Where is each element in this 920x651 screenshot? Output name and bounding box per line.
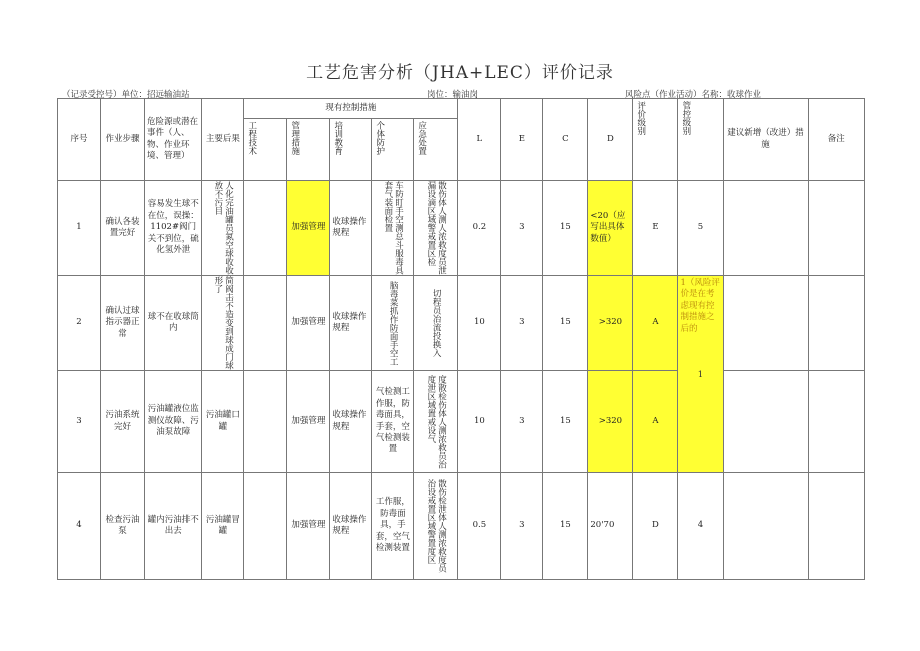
row-hazard: 球不在收球筒内	[145, 276, 202, 371]
row-D: <20（应写出具体数值）	[588, 181, 633, 276]
row-level-merged: 1（风险评价是在考虑现有控制措施之后的 1	[678, 276, 723, 473]
row-tech	[244, 473, 287, 580]
row-mgmt: 加强管理	[287, 371, 330, 473]
row-hazard: 污油罐液位监测仪故障、污油泵故障	[145, 371, 202, 473]
row-seq: 4	[58, 473, 101, 580]
row-emerg: 切程员冶流投换入	[414, 276, 458, 371]
header-E: E	[501, 99, 543, 181]
row-seq: 3	[58, 371, 101, 473]
header-seq: 序号	[58, 99, 101, 181]
row-C: 15	[543, 276, 588, 371]
row-D: >320	[588, 371, 633, 473]
row-suggest	[723, 181, 808, 276]
header-ctrl-ppe: 个体防护	[372, 119, 414, 181]
table-row	[58, 371, 865, 473]
row-seq: 2	[58, 276, 101, 371]
row-E: 3	[501, 181, 543, 276]
row-mgmt: 加强管理	[287, 181, 330, 276]
row-tech	[244, 371, 287, 473]
row-E: 3	[501, 371, 543, 473]
row-step: 确认各装置完好	[101, 181, 145, 276]
row-tech	[244, 276, 287, 371]
row-tech	[244, 181, 287, 276]
header-L: L	[458, 99, 501, 181]
header-steps: 作业步骤	[101, 99, 145, 181]
row-suggest	[723, 371, 808, 473]
row-note	[808, 181, 864, 276]
row-E: 3	[501, 473, 543, 580]
record-unit: （记录受控号）单位：招远输油站	[62, 90, 190, 100]
row-C: 15	[543, 473, 588, 580]
row-step: 污油系统完好	[101, 371, 145, 473]
table-row	[58, 181, 865, 276]
row-level: 4	[678, 473, 723, 580]
header-note: 备注	[808, 99, 864, 181]
row-step: 检查污油泵	[101, 473, 145, 580]
row-train: 收球操作规程	[330, 473, 372, 580]
header-suggest: 建议新增（改进）措施	[723, 99, 808, 181]
row-rating: E	[633, 181, 678, 276]
risk-point-label: 风险点（作业活动）名称：收球作业	[625, 90, 762, 100]
header-rating: 评价级别	[633, 99, 678, 181]
row-consequence: 污油罐口罐	[202, 371, 244, 473]
row-ppe: 气检测工作服，防毒面具，手套，空气检测装置	[372, 371, 414, 473]
table-row	[58, 473, 865, 580]
row-mgmt: 加强管理	[287, 276, 330, 371]
row-D: 20'70	[588, 473, 633, 580]
row-step: 确认过球指示器正常	[101, 276, 145, 371]
header-D: D	[588, 99, 633, 181]
header-ctrl-emerg: 应急处置	[414, 119, 458, 181]
header-consequence: 主要后果	[202, 99, 244, 181]
row-consequence: 污油罐冒罐	[202, 473, 244, 580]
table-row	[58, 276, 865, 371]
row-L: 0.5	[458, 473, 501, 580]
header-ctrl-tech: 工程技术	[244, 119, 287, 181]
row-emerg: 散伤体人测人浓救度员泄漏设滴区域警戒置区检	[414, 181, 458, 276]
row-emerg: 散伤检泄体人测浓救度员治设戒置区域警置度区	[414, 473, 458, 580]
header-ctrl-train: 培训教育	[330, 119, 372, 181]
row-L: 10	[458, 276, 501, 371]
row-hazard: 罐内污油排不出去	[145, 473, 202, 580]
row-C: 15	[543, 181, 588, 276]
row-D: >320	[588, 276, 633, 371]
row-ppe: 脑毒菜抓作防面手空工	[372, 276, 414, 371]
row-rating: A	[633, 371, 678, 473]
header-C: C	[543, 99, 588, 181]
row-rating: A	[633, 276, 678, 371]
row-suggest	[723, 473, 808, 580]
row-note	[808, 276, 864, 371]
row-C: 15	[543, 371, 588, 473]
evaluation-table	[57, 98, 865, 580]
row-consequence: 简阀击不造变到球成门球形了	[202, 276, 244, 371]
row-L: 0.2	[458, 181, 501, 276]
row-consequence: 人化完油罐员氮空球收收放不污目	[202, 181, 244, 276]
row-train: 收球操作规程	[330, 276, 372, 371]
row-rating: D	[633, 473, 678, 580]
header-level: 管控级别	[678, 99, 723, 181]
row-train: 收球操作规程	[330, 371, 372, 473]
header-hazard: 危险源或潜在事件（人、物、作业环境、管理）	[145, 99, 202, 181]
row-L: 10	[458, 371, 501, 473]
row-ppe: 车防盯手空测总斗服毒具套气装面检置	[372, 181, 414, 276]
row-suggest	[723, 276, 808, 371]
row-level: 5	[678, 181, 723, 276]
row-E: 3	[501, 276, 543, 371]
row-ppe: 工作服，防毒面具，手套，空气检测装置	[372, 473, 414, 580]
row-emerg: 度散检伤体人测浓救员治度泄区域置戒设气	[414, 371, 458, 473]
row-mgmt: 加强管理	[287, 473, 330, 580]
header-ctrl-mgmt: 管理措施	[287, 119, 330, 181]
page-title: 工艺危害分析（JHA+LEC）评价记录	[306, 63, 614, 83]
header-controls: 现有控制措施	[244, 99, 458, 119]
row-hazard: 容易发生球不在位，误操：1102#阀门关不到位，硫化氢外泄	[145, 181, 202, 276]
row-note	[808, 473, 864, 580]
row-seq: 1	[58, 181, 101, 276]
post-label: 岗位：输油岗	[427, 90, 479, 100]
row-train: 收球操作规程	[330, 181, 372, 276]
row-note	[808, 371, 864, 473]
